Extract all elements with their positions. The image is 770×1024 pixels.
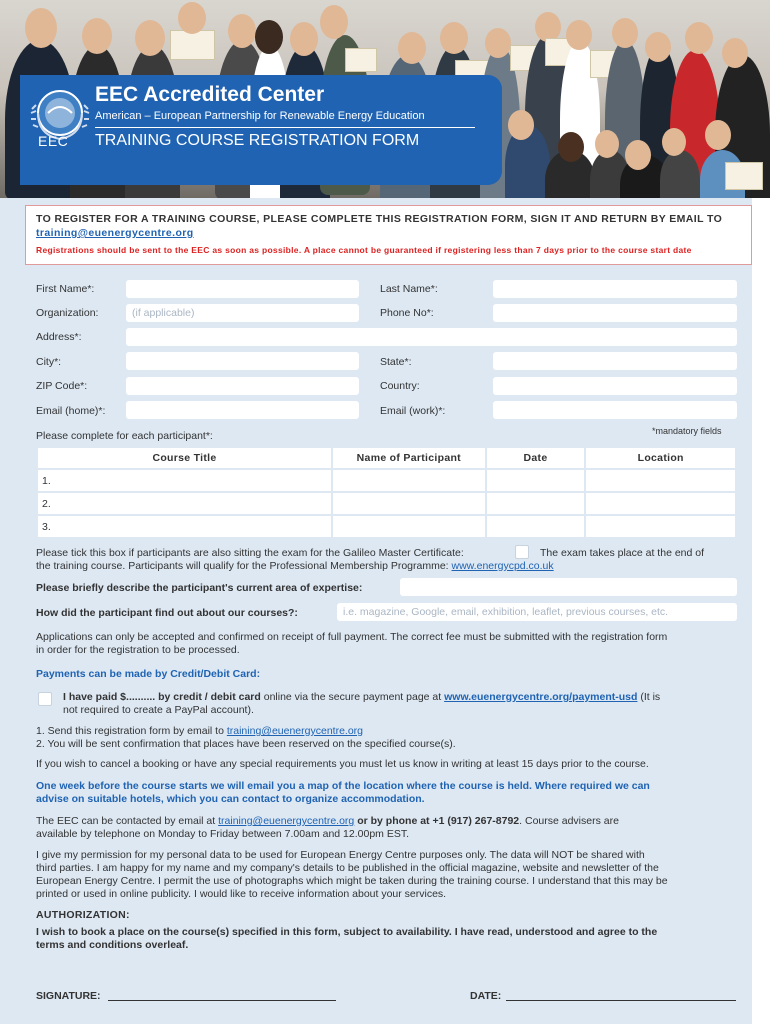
column-header-course-title: Course Title	[37, 447, 332, 469]
page-subtitle: American – European Partnership for Renewable Energy Education	[95, 110, 425, 122]
logo-label: EEC	[38, 133, 69, 149]
phone-label: Phone No*:	[380, 307, 434, 319]
organization-label: Organization:	[36, 307, 99, 319]
location-cell[interactable]	[585, 469, 736, 492]
table-row	[37, 515, 736, 538]
state-label: State*:	[380, 356, 412, 368]
notice-warning: Registrations should be sent to the EEC as soon as possible. A place cannot be guaranteed if registering less than 7 days prior to the course start date	[36, 245, 692, 255]
table-row	[37, 492, 736, 515]
column-header-date: Date	[486, 447, 586, 469]
applications-text-1: Applications can only be accepted and confirmed on receipt of full payment. The correct fee must be submitted with the registration form	[36, 631, 668, 643]
last-name-field[interactable]	[493, 280, 737, 298]
participants-table	[36, 446, 737, 539]
consent-line-1: I give my permission for my personal data to be used for European Energy Centre purposes only. The data will NOT be shared with	[36, 849, 645, 861]
date-label: DATE:	[470, 990, 502, 1002]
zip-field[interactable]	[126, 377, 359, 395]
date-line[interactable]	[506, 1000, 736, 1001]
state-field[interactable]	[493, 352, 737, 370]
notice-email-link[interactable]: training@euenergycentre.org	[36, 227, 194, 239]
country-label: Country:	[380, 380, 420, 392]
last-name-label: Last Name*:	[380, 283, 438, 295]
address-label: Address*:	[36, 331, 82, 343]
course-title-cell[interactable]: 2.	[37, 492, 332, 515]
consent-line-2: third parties. I am happy for my name and my company's details to be published in the official magazine, website and newsletter of the	[36, 862, 659, 874]
first-name-field[interactable]	[126, 280, 359, 298]
zip-label: ZIP Code*:	[36, 380, 88, 392]
participant-name-cell[interactable]	[332, 469, 486, 492]
eec-logo-icon	[28, 83, 92, 161]
exam-text-after: The exam takes place at the end of	[540, 547, 705, 559]
country-field[interactable]	[493, 377, 737, 395]
expertise-field[interactable]	[400, 578, 737, 596]
paid-checkbox[interactable]	[38, 692, 52, 706]
step1-email-link[interactable]: training@euenergycentre.org	[226, 725, 364, 737]
exam-text-line1: Please tick this box if participants are also sitting the exam for the Galileo Master Certificate:	[36, 547, 464, 559]
column-header-participant-name: Name of Participant	[332, 447, 486, 469]
course-title-cell[interactable]: 1.	[37, 469, 332, 492]
title-divider	[95, 127, 475, 128]
contact-prefix: The EEC can be contacted by email at	[36, 815, 219, 827]
notice-text: TO REGISTER FOR A TRAINING COURSE, PLEASE COMPLETE THIS REGISTRATION FORM, SIGN IT AND RETURN BY EMAIL TO	[36, 213, 723, 225]
city-label: City*:	[36, 356, 62, 368]
page-title: EEC Accredited Center	[95, 83, 325, 106]
email-home-label: Email (home)*:	[36, 405, 106, 417]
applications-text-2: in order for the registration to be processed.	[36, 644, 240, 656]
cancel-text: If you wish to cancel a booking or have any special requirements you must let us know in writing at least 15 days prior to the course.	[36, 758, 649, 770]
step1-text: 1. Send this registration form by email to	[36, 725, 227, 737]
map-text-1: One week before the course starts we will email you a map of the location where the course is held. Where required we can	[36, 780, 650, 792]
paid-mid-text: online via the secure payment page at	[260, 691, 445, 703]
address-field[interactable]	[126, 328, 737, 346]
email-work-field[interactable]	[493, 401, 737, 419]
exam-checkbox[interactable]	[515, 545, 529, 559]
participant-name-cell[interactable]	[332, 492, 486, 515]
paid-line2: not required to create a PayPal account).	[63, 704, 254, 716]
energycpd-link[interactable]: www.energycpd.co.uk	[451, 560, 554, 572]
consent-line-4: printed or used in online publicity. I would like to receive information about your services.	[36, 888, 447, 900]
payment-page-link[interactable]: www.euenergycentre.org/payment-usd	[444, 691, 638, 703]
authorization-line-2: terms and conditions overleaf.	[36, 939, 189, 951]
organization-field[interactable]	[126, 304, 359, 322]
contact-phone: or by phone at +1 (917) 267-8792	[354, 815, 520, 827]
paid-end-text: (It is	[637, 691, 661, 703]
authorization-line-1: I wish to book a place on the course(s) specified in this form, subject to availability. I have read, understood and agree to the	[36, 926, 658, 938]
location-cell[interactable]	[585, 492, 736, 515]
contact-email-link[interactable]: training@euenergycentre.org	[218, 815, 355, 827]
left-margin	[0, 198, 20, 1024]
phone-field[interactable]	[493, 304, 737, 322]
contact-line2: available by telephone on Monday to Friday between 7.00am and 12.00pm EST.	[36, 828, 409, 840]
source-placeholder: i.e. magazine, Google, email, exhibition, leaflet, previous courses, etc.	[343, 606, 669, 618]
paid-amount-text: I have paid $.......... by credit / debit card	[63, 691, 261, 703]
first-name-label: First Name*:	[36, 283, 95, 295]
email-home-field[interactable]	[126, 401, 359, 419]
date-cell[interactable]	[486, 492, 586, 515]
source-label: How did the participant find out about our courses?:	[36, 607, 298, 619]
organization-placeholder: (if applicable)	[132, 307, 195, 319]
table-row	[37, 469, 736, 492]
exam-text-line2: the training course. Participants will qualify for the Professional Membership Programme:	[36, 560, 452, 572]
step2-text: 2. You will be sent confirmation that places have been reserved on the specified course(s).	[36, 738, 456, 750]
participant-name-cell[interactable]	[332, 515, 486, 538]
participants-intro: Please complete for each participant*:	[36, 430, 213, 442]
title-panel	[20, 75, 502, 185]
column-header-location: Location	[585, 447, 736, 469]
date-cell[interactable]	[486, 469, 586, 492]
mandatory-note: *mandatory fields	[652, 426, 722, 436]
location-cell[interactable]	[585, 515, 736, 538]
course-title-cell[interactable]: 3.	[37, 515, 332, 538]
source-field[interactable]	[337, 603, 737, 621]
payment-heading: Payments can be made by Credit/Debit Card:	[36, 668, 261, 680]
map-text-2: advise on suitable hotels, which you can contact to organize accommodation.	[36, 793, 425, 805]
contact-end: . Course advisers are	[519, 815, 619, 827]
date-cell[interactable]	[486, 515, 586, 538]
authorization-heading: AUTHORIZATION:	[36, 909, 130, 921]
table-header-row	[37, 447, 736, 469]
registration-notice	[25, 205, 752, 265]
signature-line[interactable]	[108, 1000, 336, 1001]
signature-label: SIGNATURE:	[36, 990, 101, 1002]
header-banner	[0, 0, 770, 198]
form-title: TRAINING COURSE REGISTRATION FORM	[95, 132, 420, 149]
consent-line-3: European Energy Centre. I permit the use of photographs which might be taken during the training course. I understand that this may be	[36, 875, 668, 887]
expertise-label: Please briefly describe the participant's current area of expertise:	[36, 582, 363, 594]
email-work-label: Email (work)*:	[380, 405, 446, 417]
city-field[interactable]	[126, 352, 359, 370]
